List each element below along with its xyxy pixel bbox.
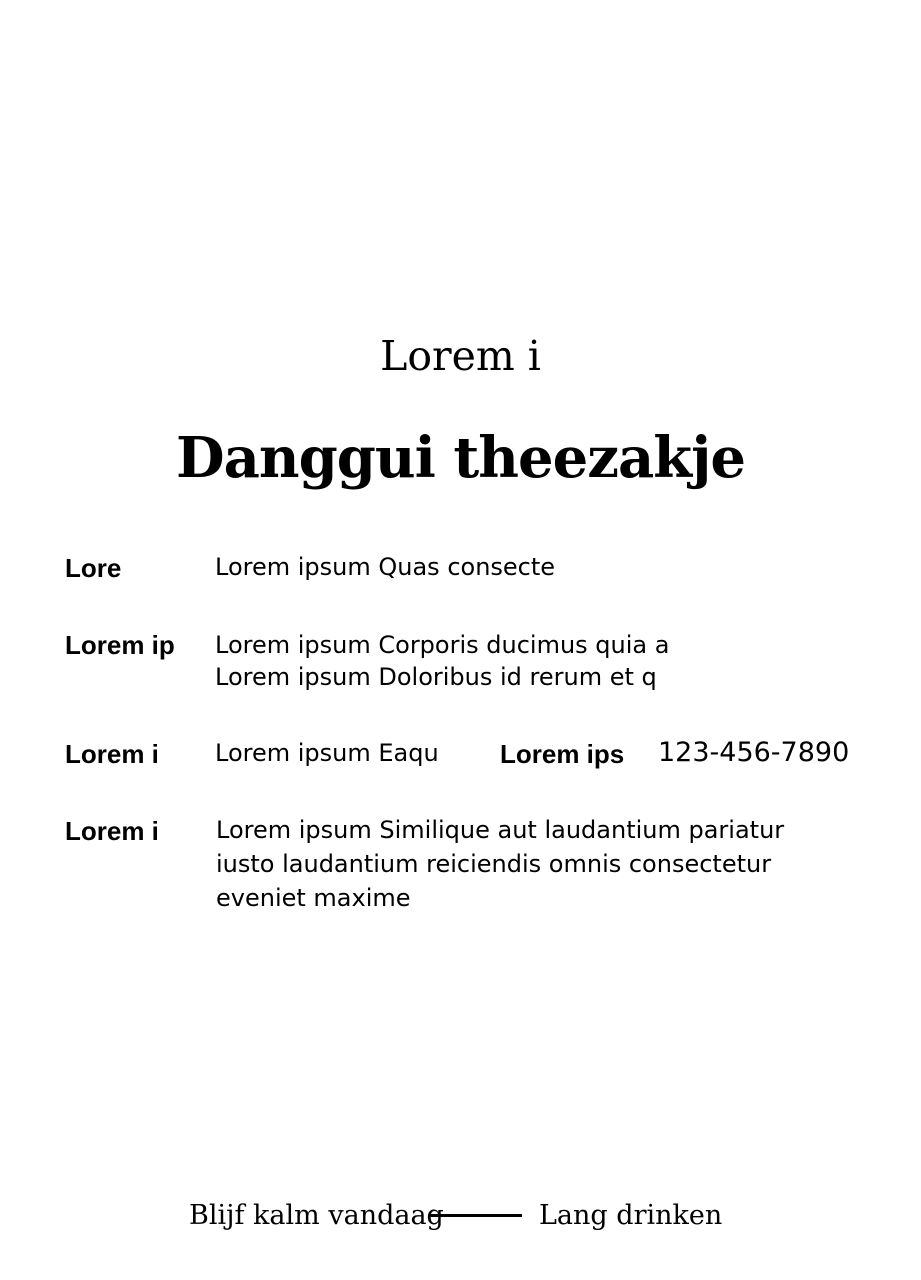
footer-divider bbox=[430, 1214, 522, 1217]
footer-right-text: Lang drinken bbox=[539, 1200, 723, 1231]
phone-label: Lorem ips bbox=[500, 739, 625, 769]
detail-label-1: Lore bbox=[65, 553, 122, 583]
phone-number: 123-456-7890 bbox=[658, 737, 850, 768]
detail-value-4: Lorem ipsum Similique aut laudantium pariatur iusto laudantium reiciendis omnis consectetur eveniet maxime bbox=[216, 816, 785, 912]
detail-value-1: Lorem ipsum Quas consecte bbox=[215, 553, 556, 581]
detail-label-3: Lorem i bbox=[65, 739, 159, 769]
detail-value-2-line-2: Lorem ipsum Doloribus id rerum et q bbox=[215, 663, 657, 691]
pre-title: Lorem i bbox=[380, 332, 541, 380]
detail-value-3: Lorem ipsum Eaqu bbox=[215, 739, 439, 767]
detail-label-2: Lorem ip bbox=[65, 630, 175, 660]
page-title: Danggui theezakje bbox=[176, 425, 745, 491]
detail-label-4: Lorem i bbox=[65, 816, 159, 846]
footer-left-text: Blijf kalm vandaag bbox=[189, 1200, 444, 1231]
detail-value-2-line-1: Lorem ipsum Corporis ducimus quia a bbox=[215, 631, 670, 659]
